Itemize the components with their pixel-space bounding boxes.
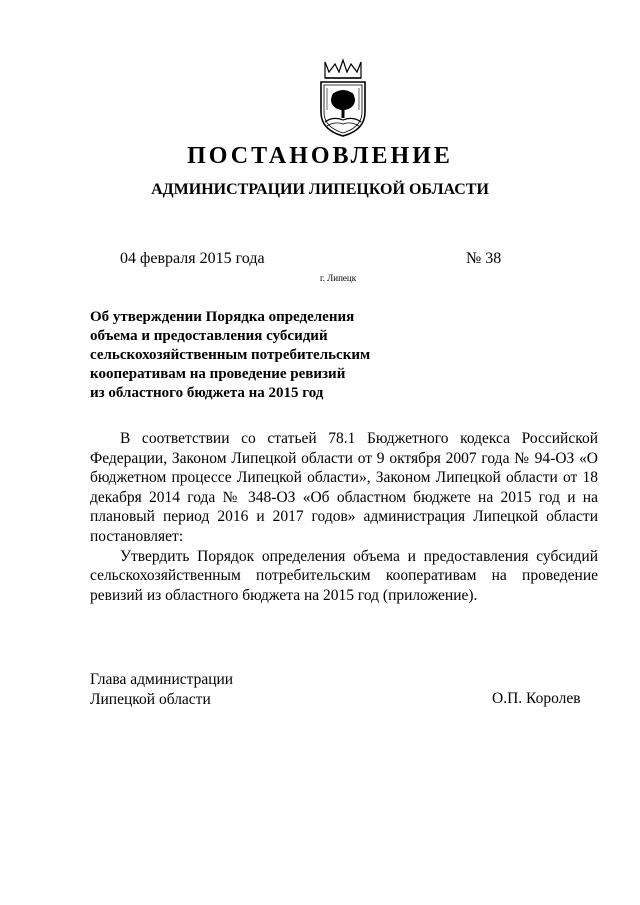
document-heading (90, 308, 390, 403)
signatory-name: О.П. Королев (492, 690, 581, 707)
heading-line: объема и предоставления субсидий (90, 328, 328, 344)
signatory-position-line: Липецкой области (90, 690, 211, 708)
heading-line: из областного бюджета на 2015 год (90, 385, 324, 401)
document-number: № 38 (466, 250, 502, 267)
document-city: г. Липецк (320, 273, 357, 283)
body-paragraph: Утвердить Порядок определения объема и предоставления субсидий сельскохозяйственным потребительским кооперативам на проведение ревизий из областного бюджета на 2015 год (приложение). (90, 547, 598, 604)
signatory-position-line: Глава администрации (90, 671, 234, 688)
heading-line: сельскохозяйственным потребительским (90, 347, 371, 363)
body-paragraph: В соответствии со статьей 78.1 Бюджетного кодекса Российской Федерации, Законом Липецкой области от 9 октября 2007 года № 94-ОЗ «О бюджетном процессе Липецкой области», Законом Липецкой области от 18 декабря 2014 года № 348-ОЗ «Об областном бюджете на 2015 год и на плановый период 2016 и 2017 годов» администрация Липецкой области постановляет: (90, 430, 598, 545)
signatory-position (90, 670, 233, 709)
heading-line: кооперативам на проведение ревизий (90, 366, 346, 382)
heading-line: Об утверждении Порядка определения (90, 309, 355, 325)
document-date: 04 февраля 2015 года (120, 250, 265, 267)
lipetsk-coat-of-arms-icon (313, 58, 373, 138)
document-body (90, 429, 598, 605)
document-title: ПОСТАНОВЛЕНИЕ (187, 143, 453, 169)
document-subtitle: АДМИНИСТРАЦИИ ЛИПЕЦКОЙ ОБЛАСТИ (151, 181, 489, 198)
